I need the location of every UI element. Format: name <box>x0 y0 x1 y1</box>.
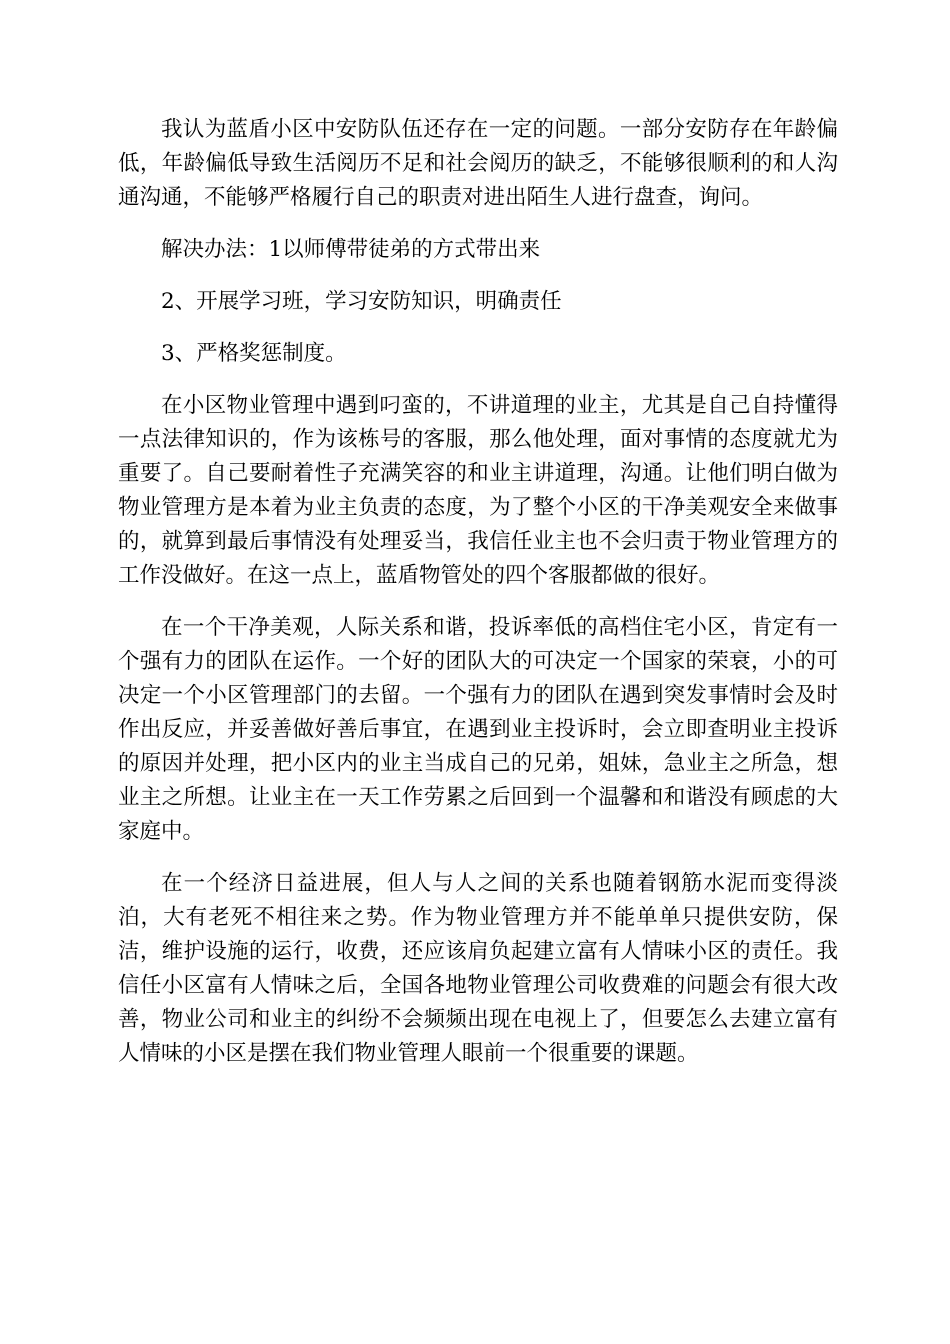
paragraph-security-team-issues: 我认为蓝盾小区中安防队伍还存在一定的问题。一部分安防存在年龄偏低，年龄偏低导致生活阅历不足和社会阅历的缺乏，不能够很顺利的和人沟通沟通，不能够严格履行自己的职责对进出陌生人进行盘查，询问。 <box>118 117 838 210</box>
paragraph-solution-1: 解决办法：1以师傅带徒弟的方式带出来 <box>161 237 541 262</box>
paragraph-solution-3: 3、严格奖惩制度。 <box>161 341 347 366</box>
paragraph-strong-team: 在一个干净美观，人际关系和谐，投诉率低的高档住宅小区，肯定有一个强有力的团队在运作。一个好的团队大的可决定一个国家的荣衰，小的可决定一个小区管理部门的去留。一个强有力的团队在遇到突发事情时会及时作出反应，并妥善做好善后事宜，在遇到业主投诉时，会立即查明业主投诉的原因并处理，把小区内的业主当成自己的兄弟，姐妹，急业主之所急，想业主之所想。让业主在一天工作劳累之后回到一个温馨和和谐没有顾虑的大家庭中。 <box>118 615 838 844</box>
paragraph-community-warmth: 在一个经济日益进展，但人与人之间的关系也随着钢筋水泥而变得淡泊，大有老死不相往来之势。作为物业管理方并不能单单只提供安防，保洁，维护设施的运行，收费，还应该肩负起建立富有人情味小区的责任。我信任小区富有人情味之后，全国各地物业管理公司收费难的问题会有很大改善，物业公司和业主的纠纷不会频频出现在电视上了，但要怎么去建立富有人情味的小区是摆在我们物业管理人眼前一个很重要的课题。 <box>118 871 838 1066</box>
document-body <box>118 113 838 1071</box>
paragraph-difficult-owners: 在小区物业管理中遇到叼蛮的，不讲道理的业主，尤其是自己自持懂得一点法律知识的，作为该栋号的客服，那么他处理，面对事情的态度就尤为重要了。自己要耐着性子充满笑容的和业主讲道理，沟通。让他们明白做为物业管理方是本着为业主负责的态度，为了整个小区的干净美观安全来做事的，就算到最后事情没有处理妥当，我信任业主也不会归责于物业管理方的工作没做好。在这一点上，蓝盾物管处的四个客服都做的很好。 <box>118 393 838 588</box>
paragraph-solution-2: 2、开展学习班，学习安防知识，明确责任 <box>161 289 562 314</box>
